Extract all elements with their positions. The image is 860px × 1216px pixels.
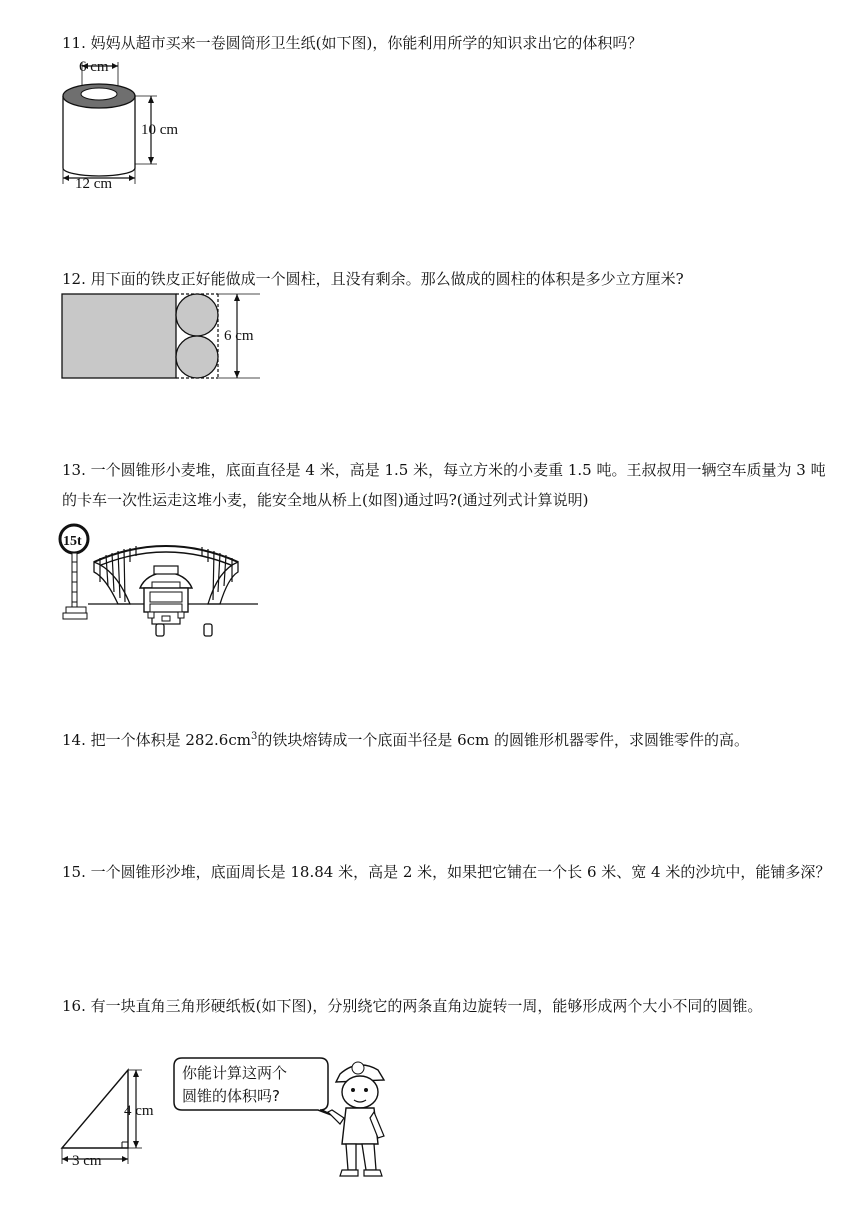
cartoon-boy-figure — [172, 1052, 394, 1180]
question-14-text-before: 14. 把一个体积是 282.6cm — [62, 731, 251, 749]
question-14-text-after: 的铁块熔铸成一个底面半径是 6cm 的圆锥形机器零件，求圆锥零件的高。 — [257, 731, 750, 749]
inner-diameter-label: 6 cm — [79, 59, 109, 75]
outer-diameter-label: 12 cm — [75, 176, 113, 192]
triangle-height-label: 4 cm — [124, 1103, 154, 1119]
question-14-text — [62, 725, 832, 755]
question-11-text: 11. 妈妈从超市买来一卷圆筒形卫生纸(如下图)，你能利用所学的知识求出它的体积吗？ — [62, 34, 643, 52]
right-triangle-figure — [58, 1064, 178, 1170]
speech-line-2: 圆锥的体积吗? — [182, 1087, 280, 1105]
question-16-text: 16. 有一块直角三角形硬纸板(如下图)，分别绕它的两条直角边旋转一周，能够形成两个大小不同的圆锥。 — [62, 997, 763, 1015]
sheet-metal-figure — [60, 292, 280, 384]
question-14-superscript: 3 — [250, 731, 258, 742]
question-15-text: 15. 一个圆锥形沙堆，底面周长是 18.84 米，高是 2 米，如果把它铺在一个长 6 米、宽 4 米的沙坑中，能铺多深？ — [62, 863, 831, 881]
question-13-text: 13. 一个圆锥形小麦堆，底面直径是 4 米，高是 1.5 米，每立方米的小麦重 1.5 吨。王叔叔用一辆空车质量为 3 吨的卡车一次性运走这堆小麦，能安全地从桥上(如图)通过吗?(通过列式计算说明) — [62, 461, 826, 509]
height-label: 6 cm — [224, 328, 254, 344]
bridge-truck-figure — [58, 522, 274, 644]
toilet-roll-figure — [55, 56, 205, 196]
weight-limit-sign: 15t — [63, 534, 82, 549]
height-label: 10 cm — [141, 122, 179, 138]
triangle-base-label: 3 cm — [72, 1153, 102, 1169]
speech-line-1: 你能计算这两个 — [182, 1064, 288, 1082]
question-12-text: 12. 用下面的铁皮正好能做成一个圆柱，且没有剩余。那么做成的圆柱的体积是多少立方厘米? — [62, 270, 684, 288]
